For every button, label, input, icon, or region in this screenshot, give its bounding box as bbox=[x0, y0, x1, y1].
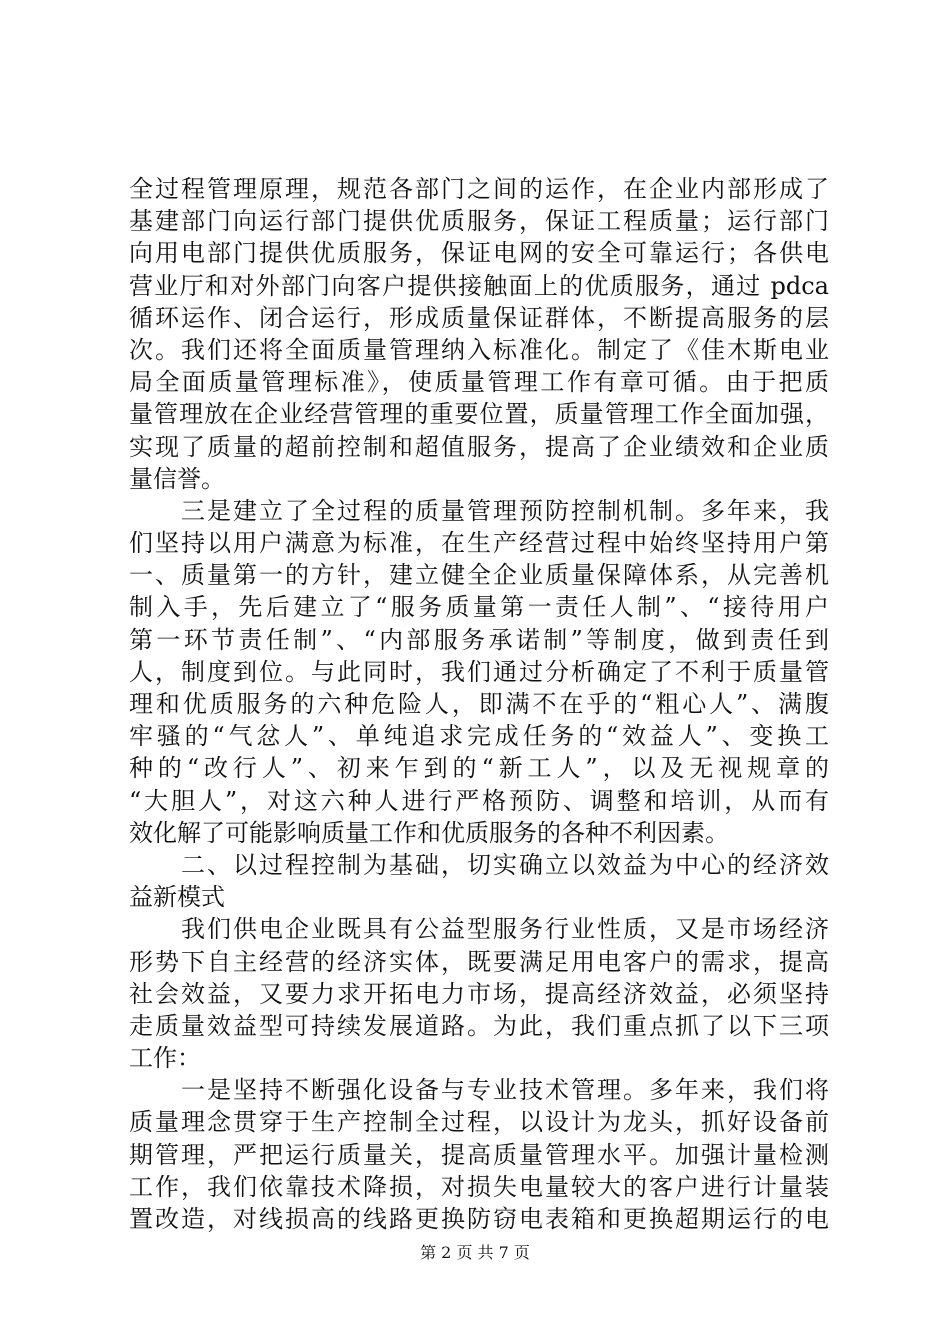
text-line: 社会效益，又要力求开拓电力市场，提高经济效益，必须坚持 bbox=[129, 979, 829, 1008]
text-line: 工作： bbox=[129, 1044, 201, 1073]
text-line: 循环运作、闭合运行，形成质量保证群体，不断提高服务的层 bbox=[129, 303, 829, 332]
text-line: 二、以过程控制为基础，切实确立以效益为中心的经济效 bbox=[129, 850, 829, 879]
text-line: 第一环节责任制”、“内部服务承诺制”等制度，做到责任到 bbox=[129, 625, 829, 654]
text-line: 工作，我们依靠技术降损，对损失电量较大的客户进行计量装 bbox=[129, 1172, 829, 1201]
text-line: 全过程管理原理，规范各部门之间的运作，在企业内部形成了 bbox=[129, 175, 829, 203]
text-line: 一是坚持不断强化设备与专业技术管理。多年来，我们将 bbox=[129, 1076, 829, 1105]
page-footer: 第 2 页 共 7 页 bbox=[420, 1243, 530, 1262]
text-line: 局全面质量管理标准》，使质量管理工作有章可循。由于把质 bbox=[129, 368, 829, 397]
document-body bbox=[129, 173, 829, 1235]
text-line: 理和优质服务的六种危险人，即满不在乎的“粗心人”、满腹 bbox=[129, 690, 829, 718]
text-line: 一、质量第一的方针，建立健全企业质量保障体系，从完善机 bbox=[129, 561, 829, 590]
text-line: 向用电部门提供优质服务，保证电网的安全可靠运行；各供电 bbox=[129, 239, 829, 268]
text-line: 次。我们还将全面质量管理纳入标准化。制定了《佳木斯电业 bbox=[129, 335, 829, 364]
text-line: 我们供电企业既具有公益型服务行业性质，又是市场经济 bbox=[129, 915, 829, 944]
text-line: 基建部门向运行部门提供优质服务，保证工程质量；运行部门 bbox=[129, 207, 829, 236]
text-line: 营业厅和对外部门向客户提供接触面上的优质服务，通过 pdca bbox=[129, 271, 829, 300]
text-line: 益新模式 bbox=[129, 883, 225, 912]
text-line: 走质量效益型可持续发展道路。为此，我们重点抓了以下三项 bbox=[129, 1011, 829, 1040]
text-line: 种的“改行人”、初来乍到的“新工人”，以及无视规章的 bbox=[129, 754, 829, 783]
text-line: 们坚持以用户满意为标准，在生产经营过程中始终坚持用户第 bbox=[129, 529, 829, 558]
text-line: 实现了质量的超前控制和超值服务，提高了企业绩效和企业质 bbox=[129, 432, 829, 461]
text-line: 牢骚的“气忿人”、单纯追求完成任务的“效益人”、变换工 bbox=[129, 722, 829, 751]
text-line: 制入手，先后建立了“服务质量第一责任人制”、“接待用户 bbox=[129, 593, 829, 622]
text-line: 量信誉。 bbox=[129, 464, 225, 493]
text-line: 人，制度到位。与此同时，我们通过分析确定了不利于质量管 bbox=[129, 657, 829, 686]
text-line: 质量理念贯穿于生产控制全过程，以设计为龙头，抓好设备前 bbox=[129, 1108, 829, 1137]
text-line: 置改造，对线损高的线路更换防窃电表箱和更换超期运行的电 bbox=[129, 1205, 829, 1233]
text-line: 量管理放在企业经营管理的重要位置，质量管理工作全面加强， bbox=[129, 400, 829, 429]
text-line: 期管理，严把运行质量关，提高质量管理水平。加强计量检测 bbox=[129, 1140, 829, 1169]
text-line: 形势下自主经营的经济实体，既要满足用电客户的需求，提高 bbox=[129, 947, 829, 976]
text-line: “大胆人”，对这六种人进行严格预防、调整和培训，从而有 bbox=[129, 786, 829, 815]
text-line: 三是建立了全过程的质量管理预防控制机制。多年来，我 bbox=[129, 496, 829, 525]
text-line: 效化解了可能影响质量工作和优质服务的各种不利因素。 bbox=[129, 818, 729, 847]
